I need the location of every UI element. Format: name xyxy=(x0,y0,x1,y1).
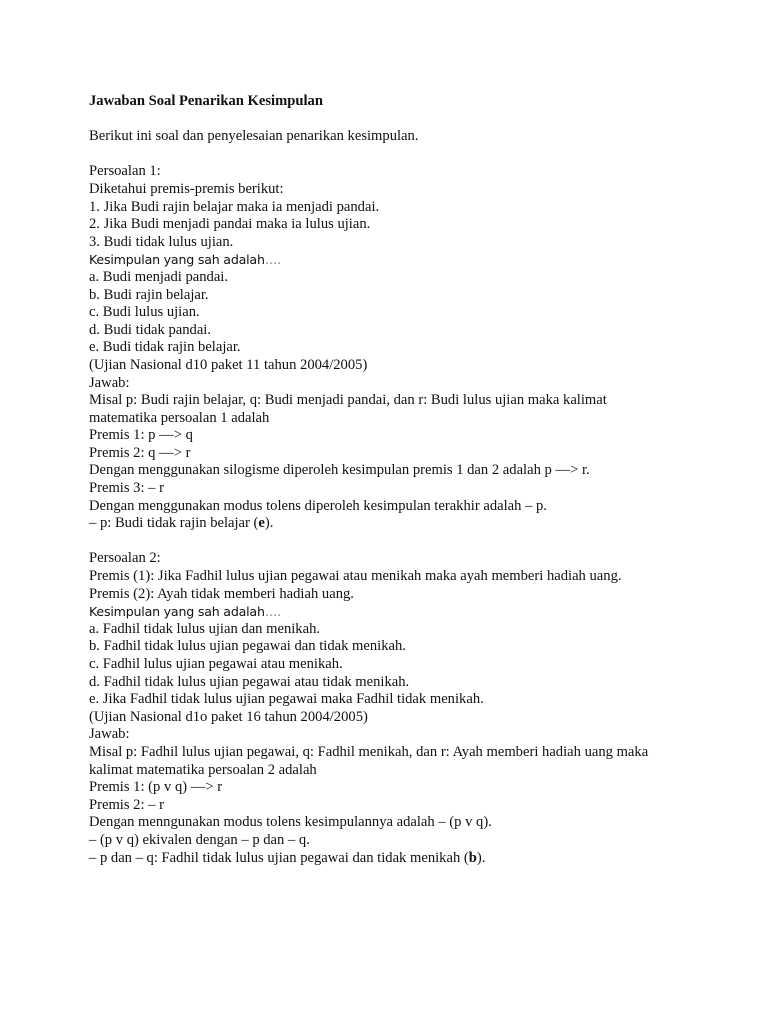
problem-2-solution-line: – (p v q) ekivalen dengan – p dan – q. xyxy=(89,831,310,848)
document-title: Jawaban Soal Penarikan Kesimpulan xyxy=(89,93,323,109)
problem-1-option-c: c. Budi lulus ujian. xyxy=(89,304,200,321)
problem-2-premise-2: Premis (2): Ayah tidak memberi hadiah uang. xyxy=(89,585,354,602)
conclusion-end: ). xyxy=(264,515,274,532)
problem-2-solution-line: Premis 2: – r xyxy=(89,796,164,813)
question-text: Kesimpulan yang sah adalah xyxy=(89,252,265,268)
problem-1-option-b: b. Budi rajin belajar. xyxy=(89,286,209,303)
problem-2-heading: Persoalan 2: xyxy=(89,550,161,567)
problem-2-option-a: a. Fadhil tidak lulus ujian dan menikah. xyxy=(89,620,321,637)
problem-2-solution-line: Premis 1: (p v q) —> r xyxy=(89,779,223,796)
problem-2-option-e: e. Jika Fadhil tidak lulus ujian pegawai maka Fadhil tidak menikah. xyxy=(89,691,484,708)
problem-2-conclusion xyxy=(89,850,729,868)
problem-1-question xyxy=(89,251,729,269)
problem-2-solution-line: Dengan menngunakan modus tolens kesimpulannya adalah – (p v q). xyxy=(89,814,492,831)
question-ellipsis: …. xyxy=(264,252,281,268)
problem-1-conclusion xyxy=(89,515,729,533)
problem-1-solution-line: Dengan menggunakan silogisme diperoleh kesimpulan premis 1 dan 2 adalah p —> r. xyxy=(89,462,590,479)
problem-1-answer-label: Jawab: xyxy=(89,374,130,391)
problem-2-option-d: d. Fadhil tidak lulus ujian pegawai atau tidak menikah. xyxy=(89,673,410,690)
problem-1-solution-line: Misal p: Budi rajin belajar, q: Budi menjadi pandai, dan r: Budi lulus ujian maka kalimat xyxy=(89,392,607,409)
conclusion-text: – p: Budi tidak rajin belajar ( xyxy=(89,515,259,532)
problem-1-solution-line: Premis 2: q —> r xyxy=(89,444,191,461)
problem-1-option-a: a. Budi menjadi pandai. xyxy=(89,268,229,285)
problem-1-premise-2: 2. Jika Budi menjadi pandai maka ia lulus ujian. xyxy=(89,216,371,233)
problem-1-solution-line: Dengan menggunakan modus tolens diperoleh kesimpulan terakhir adalah – p. xyxy=(89,497,547,514)
problem-1-solution-line: Premis 3: – r xyxy=(89,480,164,497)
spacer xyxy=(89,533,729,551)
question-text: Kesimpulan yang sah adalah xyxy=(89,604,265,620)
problem-1-source: (Ujian Nasional d10 paket 11 tahun 2004/2005) xyxy=(89,356,368,373)
problem-1-option-e: e. Budi tidak rajin belajar. xyxy=(89,339,241,356)
answer-letter: b xyxy=(468,849,477,866)
problem-2-solution-line: Misal p: Fadhil lulus ujian pegawai, q: Fadhil menikah, dan r: Ayah memberi hadiah uang maka xyxy=(89,743,649,760)
problem-1-premise-3: 3. Budi tidak lulus ujian. xyxy=(89,233,234,250)
document-page xyxy=(89,93,729,867)
problem-2-source: (Ujian Nasional d1o paket 16 tahun 2004/2005) xyxy=(89,708,368,725)
problem-2-solution-line: kalimat matematika persoalan 2 adalah xyxy=(89,761,317,778)
question-ellipsis: …. xyxy=(264,604,281,620)
problem-1-heading: Persoalan 1: xyxy=(89,163,161,180)
problem-2-question xyxy=(89,603,729,621)
spacer xyxy=(89,111,729,129)
problem-1-option-d: d. Budi tidak pandai. xyxy=(89,321,212,338)
problem-2-answer-label: Jawab: xyxy=(89,726,130,743)
conclusion-end: ). xyxy=(476,849,486,866)
conclusion-text: – p dan – q: Fadhil tidak lulus ujian pegawai dan tidak menikah ( xyxy=(89,849,469,866)
problem-1-solution-line: Premis 1: p —> q xyxy=(89,427,193,444)
answer-letter: e xyxy=(258,515,265,532)
problem-2-premise-1: Premis (1): Jika Fadhil lulus ujian pegawai atau menikah maka ayah memberi hadiah uang. xyxy=(89,568,622,585)
problem-1-premise-intro: Diketahui premis-premis berikut: xyxy=(89,180,284,197)
problem-2-option-b: b. Fadhil tidak lulus ujian pegawai dan tidak menikah. xyxy=(89,638,406,655)
spacer xyxy=(89,146,729,164)
problem-1-premise-1: 1. Jika Budi rajin belajar maka ia menjadi pandai. xyxy=(89,198,380,215)
intro-paragraph: Berikut ini soal dan penyelesaian penarikan kesimpulan. xyxy=(89,128,419,145)
problem-1-solution-line: matematika persoalan 1 adalah xyxy=(89,409,270,426)
problem-2-option-c: c. Fadhil lulus ujian pegawai atau menikah. xyxy=(89,656,343,672)
